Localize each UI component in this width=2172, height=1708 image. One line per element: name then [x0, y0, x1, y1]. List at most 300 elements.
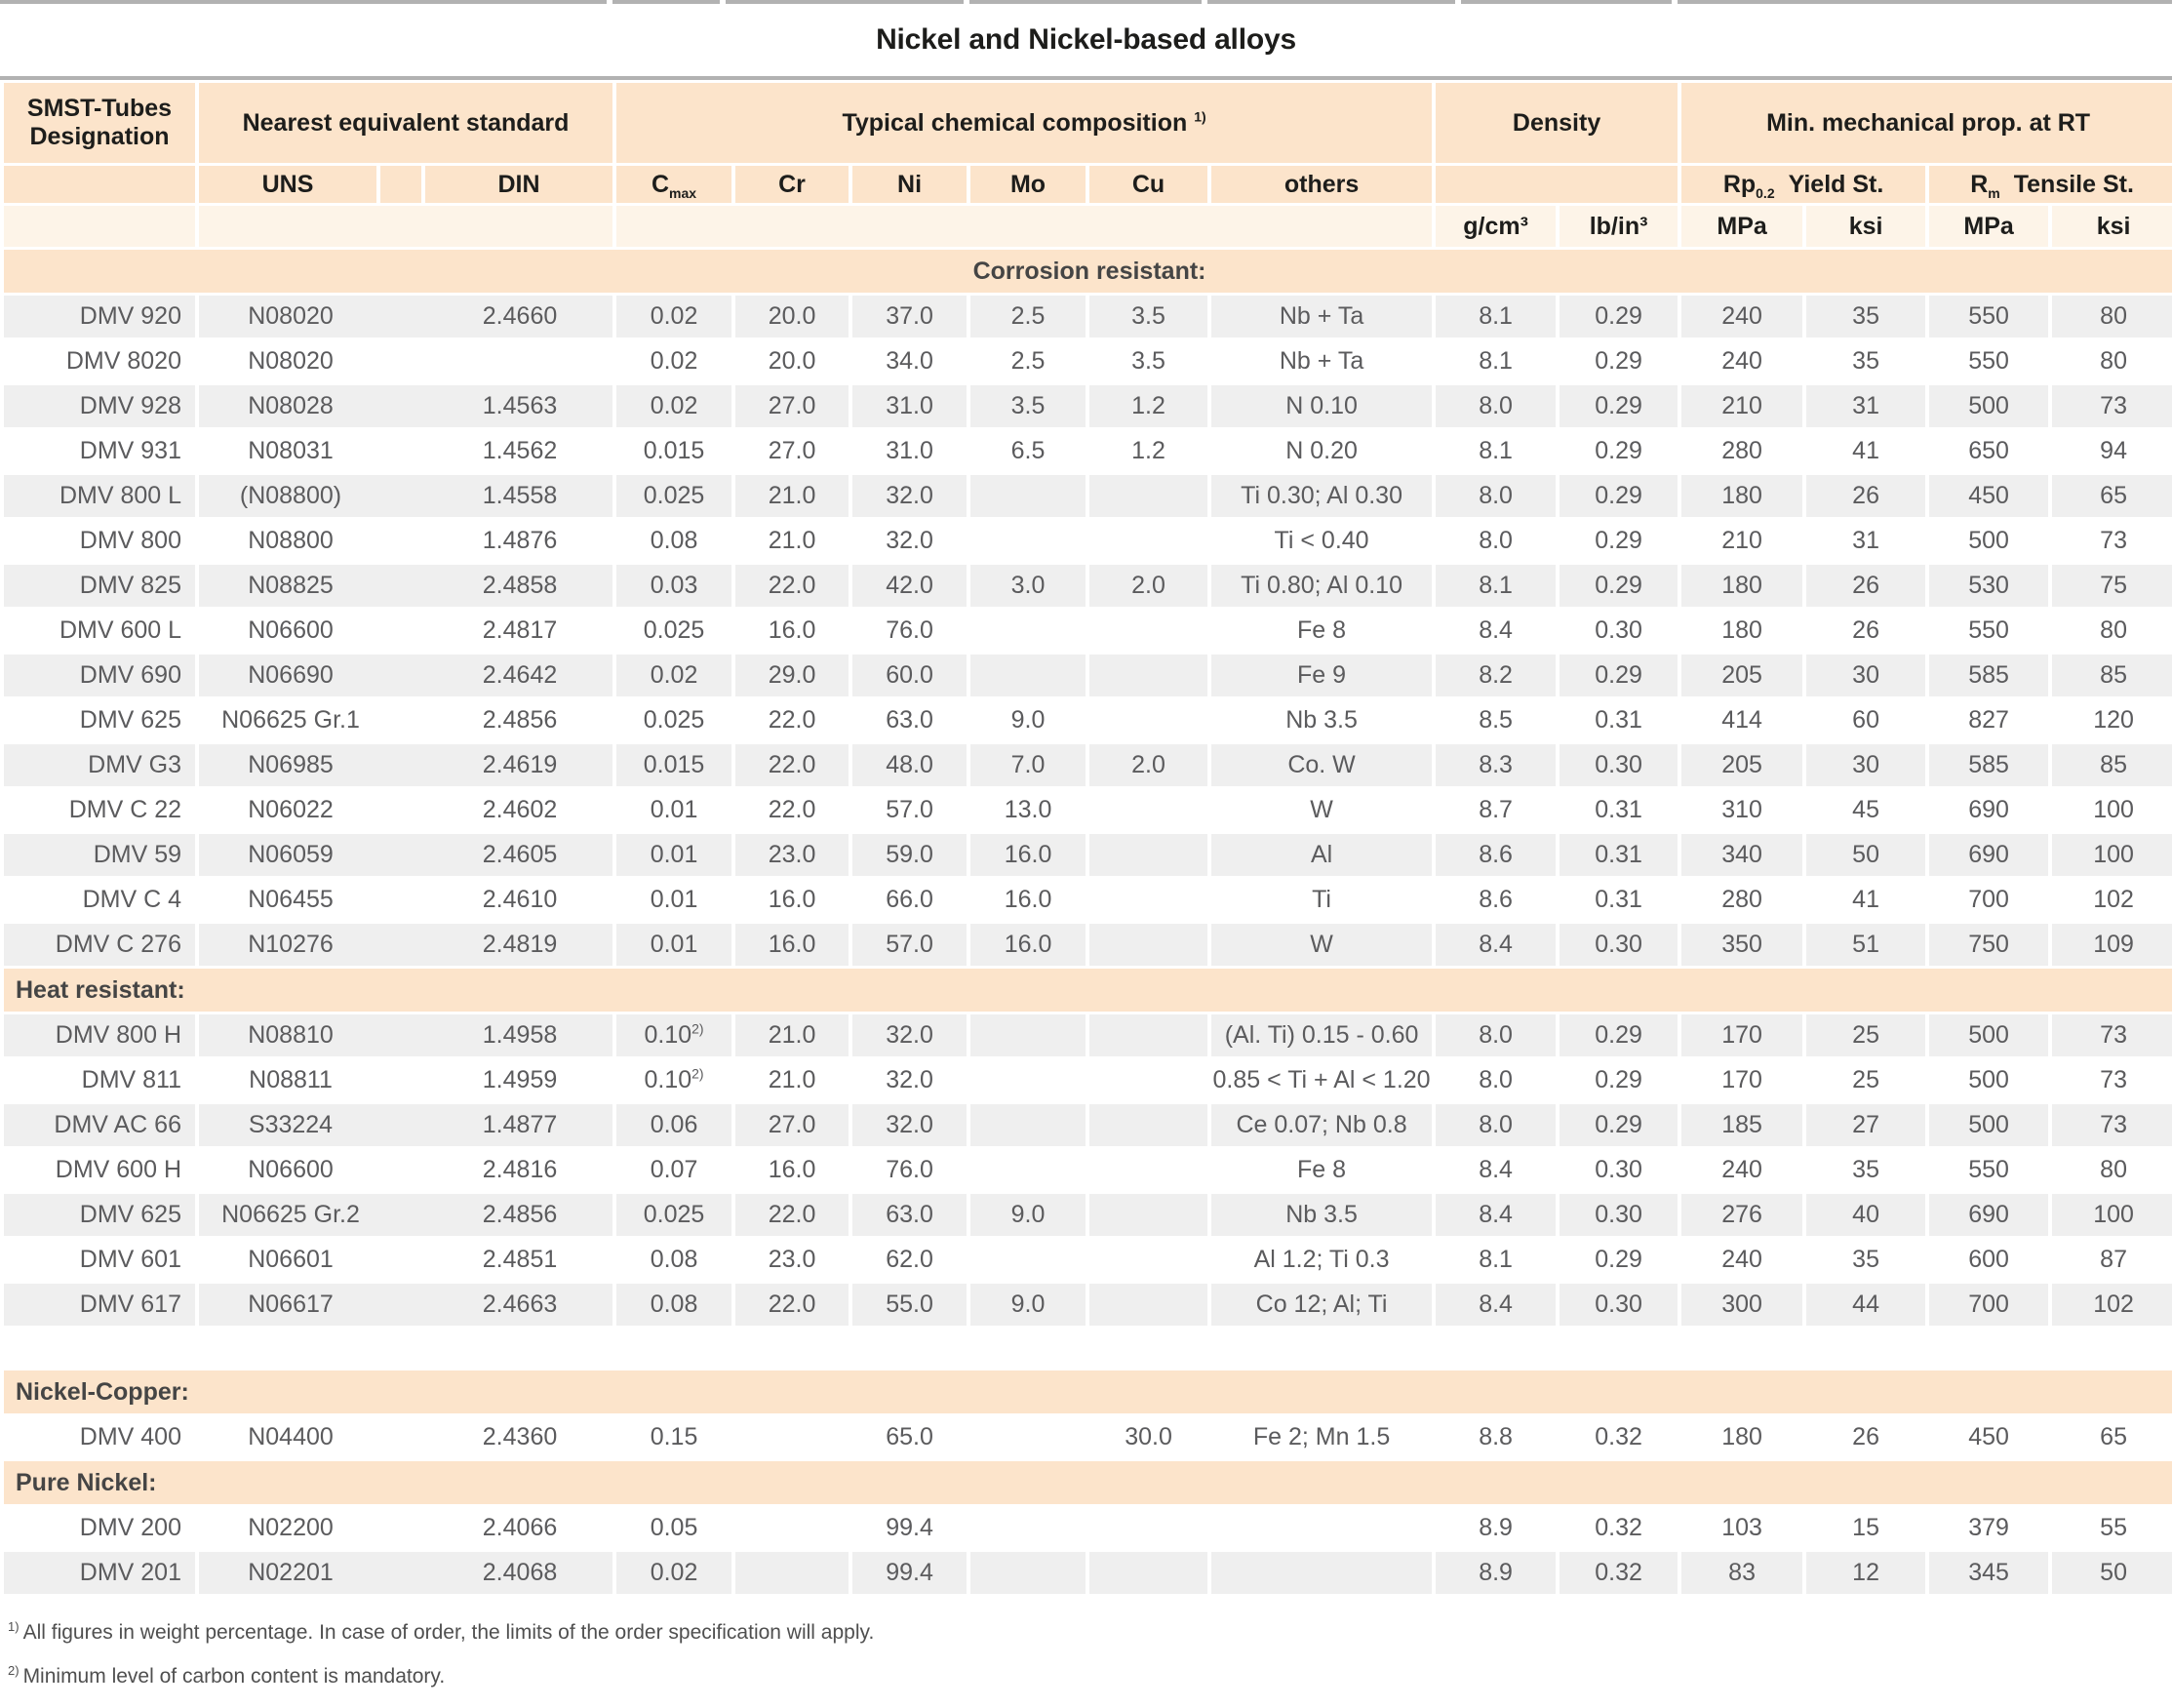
cell-uns: N06600 [248, 1156, 334, 1183]
cell-cr: 22.0 [768, 706, 816, 734]
cell-cr: 20.0 [768, 347, 816, 375]
cell-designation: DMV 59 [4, 834, 195, 876]
cell-cr: 21.0 [768, 1066, 816, 1093]
col-header-mechanical-properties: Min. mechanical prop. at RT [1681, 83, 2172, 163]
cell-yield-ksi: 35 [1852, 347, 1879, 375]
cell-others: Al 1.2; Ti 0.3 [1253, 1246, 1390, 1273]
cell-uns: N06625 Gr.2 [221, 1201, 360, 1228]
cell-others: Al [1211, 834, 1432, 876]
cell-mo: 7.0 [970, 744, 1086, 786]
cell-din: 2.4660 [482, 302, 558, 330]
cell-density-imperial: 0.32 [1560, 1552, 1678, 1594]
cell-mo [970, 1507, 1086, 1549]
cell-uns-din [199, 1194, 612, 1236]
cell-density-metric: 8.0 [1436, 1104, 1556, 1146]
cell-cu [1089, 924, 1207, 966]
cell-uns: N06059 [248, 841, 334, 868]
cell-yield-ksi: 26 [1806, 565, 1925, 607]
uns-din-wrap [199, 796, 612, 824]
cell-ni: 32.0 [852, 1014, 967, 1056]
cell-c-max: 0.015 [616, 744, 731, 786]
section-label: Pure Nickel: [4, 1461, 2172, 1504]
cell-cu [1089, 1104, 1207, 1146]
cell-yield-ksi: 50 [1806, 834, 1925, 876]
cell-uns-din [199, 340, 612, 382]
cell-others: Fe 8 [1297, 1156, 1347, 1183]
cell-density-imperial: 0.30 [1595, 1156, 1642, 1183]
cell-yield-ksi: 35 [1806, 296, 1925, 338]
table-row [4, 430, 2172, 472]
uns-din-wrap [199, 1021, 612, 1050]
cell-c-max: 0.07 [650, 1156, 698, 1183]
cell-tensile-ksi: 109 [2052, 924, 2172, 966]
cell-mo: 9.0 [1010, 706, 1046, 734]
section-row [4, 250, 2172, 293]
footnote-2-text: Minimum level of carbon content is mandatory. [22, 1665, 446, 1688]
cell-yield-ksi: 44 [1806, 1284, 1925, 1326]
cell-mo: 3.0 [970, 565, 1086, 607]
cell-tensile-mpa: 600 [1968, 1246, 2009, 1273]
cell-uns-din [199, 1552, 612, 1594]
table-row [4, 1552, 2172, 1594]
cell-yield-mpa: 170 [1721, 1066, 1762, 1093]
section-label: Heat resistant: [4, 969, 2172, 1012]
cell-yield-ksi: 45 [1852, 796, 1879, 823]
cell-uns: N08800 [248, 527, 334, 554]
col-header-din: DIN [425, 166, 612, 203]
cell-cu [1089, 834, 1207, 876]
cell-din: 2.4619 [482, 751, 558, 778]
cell-uns: N08825 [248, 572, 334, 599]
cell-yield-mpa: 205 [1681, 655, 1802, 696]
rm-label: R [1970, 170, 1989, 198]
col-header-uns: UNS [199, 166, 376, 203]
cell-yield-ksi: 51 [1806, 924, 1925, 966]
cell-c-max: 0.02 [616, 296, 731, 338]
cell-c-max: 0.08 [616, 1284, 731, 1326]
cell-tensile-mpa: 345 [1929, 1552, 2048, 1594]
cell-c-max: 0.01 [650, 796, 698, 823]
cell-tensile-mpa: 500 [1968, 527, 2009, 554]
cell-density-metric: 8.1 [1479, 437, 1513, 464]
uns-din-wrap [199, 392, 612, 420]
cell-tensile-mpa: 550 [1968, 1156, 2009, 1183]
cell-c-max: 0.01 [616, 834, 731, 876]
cell-uns: (N08800) [239, 482, 342, 509]
cell-tensile-ksi: 94 [2100, 437, 2127, 464]
cell-din: 2.4066 [482, 1514, 558, 1541]
cell-yield-mpa: 240 [1721, 347, 1762, 375]
uns-din-wrap [199, 661, 612, 690]
uns-din-wrap [199, 931, 612, 959]
cell-tensile-mpa: 585 [1929, 655, 2048, 696]
table-row [4, 520, 2172, 562]
table-row [4, 385, 2172, 427]
cell-uns-din [199, 655, 612, 696]
cell-cu: 3.5 [1089, 296, 1207, 338]
cell-mo [970, 1416, 1086, 1458]
cell-cu: 1.2 [1089, 385, 1207, 427]
cell-uns: N06985 [248, 751, 334, 778]
cell-tensile-ksi: 73 [2100, 1066, 2127, 1093]
c-header-subscript: max [669, 184, 697, 201]
units-standard-empty [199, 206, 612, 247]
chem-header-label: Typical chemical composition [842, 108, 1188, 137]
cell-yield-ksi: 60 [1852, 706, 1879, 734]
cell-mo [970, 655, 1086, 696]
cell-mo [970, 1104, 1086, 1146]
uns-din-wrap [199, 437, 612, 465]
chem-header-footnote-mark: 1) [1194, 108, 1206, 125]
header-sub-row [4, 166, 2172, 203]
cell-tensile-mpa: 750 [1929, 924, 2048, 966]
cell-yield-mpa: 280 [1721, 886, 1762, 913]
cell-yield-ksi: 31 [1806, 385, 1925, 427]
uns-din-wrap [199, 482, 612, 510]
cell-c-max: 0.02 [616, 655, 731, 696]
cell-tensile-ksi: 80 [2052, 296, 2172, 338]
cell-mo [970, 610, 1086, 652]
cell-designation: DMV 811 [81, 1066, 181, 1093]
cell-mo [970, 520, 1086, 562]
cell-uns-din [199, 430, 612, 472]
cell-c-max: 0.10$^{2)}$ [616, 1014, 731, 1056]
cell-designation: DMV AC 66 [4, 1104, 195, 1146]
c-header-label: C [651, 170, 670, 198]
cell-tensile-ksi: 87 [2100, 1246, 2127, 1273]
cell-designation: DMV 400 [79, 1423, 181, 1450]
cell-uns-din [199, 699, 612, 741]
cell-others [1211, 1507, 1432, 1549]
cell-cr: 22.0 [735, 744, 849, 786]
cell-tensile-ksi: 65 [2052, 475, 2172, 517]
cell-cu [1089, 879, 1207, 921]
cell-yield-ksi: 41 [1852, 886, 1879, 913]
cell-din: 2.4602 [482, 796, 558, 823]
cell-tensile-ksi: 73 [2052, 1104, 2172, 1146]
table-row [4, 789, 2172, 831]
cell-din: 1.4563 [482, 392, 558, 419]
cell-density-imperial: 0.29 [1560, 385, 1678, 427]
cell-mo: 9.0 [970, 1284, 1086, 1326]
cell-cr: 16.0 [735, 924, 849, 966]
cell-density-imperial: 0.30 [1560, 924, 1678, 966]
cell-density-imperial: 0.31 [1595, 796, 1642, 823]
cell-din: 2.4858 [482, 572, 558, 599]
cell-tensile-ksi: 102 [2093, 886, 2134, 913]
cell-uns: S33224 [248, 1111, 334, 1138]
cell-tensile-mpa: 500 [1929, 1104, 2048, 1146]
cell-din: 1.4958 [482, 1021, 558, 1049]
uns-din-wrap [199, 1559, 612, 1587]
cell-cr: 16.0 [768, 616, 816, 644]
table-row [4, 1059, 2172, 1101]
cell-tensile-mpa: 690 [1929, 834, 2048, 876]
table-row [4, 655, 2172, 696]
col-header-chemical-composition [616, 83, 1432, 163]
cell-yield-ksi: 35 [1852, 1246, 1879, 1273]
cell-mo [970, 475, 1086, 517]
cell-uns: N06690 [248, 661, 334, 689]
cell-din: 2.4642 [482, 661, 558, 689]
cell-density-metric: 8.8 [1479, 1423, 1513, 1450]
alloy-table-body [4, 250, 2172, 1594]
spacer-row-cell [4, 1329, 2172, 1368]
cell-cr: 27.0 [735, 1104, 849, 1146]
cell-tensile-ksi: 55 [2100, 1514, 2127, 1541]
cell-din: 1.4876 [482, 527, 558, 554]
cell-uns-din [199, 565, 612, 607]
cell-uns: N08020 [248, 302, 334, 330]
cell-others: N 0.10 [1211, 385, 1432, 427]
cell-uns-din [199, 789, 612, 831]
cell-uns-din [199, 924, 612, 966]
cell-mo: 9.0 [970, 1194, 1086, 1236]
cell-ni: 76.0 [886, 616, 933, 644]
cell-yield-ksi: 26 [1852, 616, 1879, 644]
table-row [4, 1104, 2172, 1146]
cell-yield-ksi: 31 [1852, 527, 1879, 554]
cell-ni: 32.0 [852, 475, 967, 517]
cell-uns: N08028 [248, 392, 334, 419]
cell-c-max: 0.02 [650, 347, 698, 375]
cell-yield-mpa: 310 [1721, 796, 1762, 823]
cell-din: 1.4558 [482, 482, 558, 509]
cell-mo: 2.5 [970, 296, 1086, 338]
cell-mo: 13.0 [1004, 796, 1052, 823]
cell-density-imperial: 0.29 [1595, 1246, 1642, 1273]
cell-designation: DMV C 276 [4, 924, 195, 966]
cell-din: 2.4851 [482, 1246, 558, 1273]
footnote-1 [8, 1620, 2172, 1645]
section-label: Corrosion resistant: [4, 250, 2172, 293]
cell-c-max: 0.025 [643, 706, 705, 734]
cell-cu [1089, 610, 1207, 652]
rp-subscript: 0.2 [1756, 184, 1775, 201]
cell-density-imperial: 0.32 [1595, 1514, 1642, 1541]
cell-ni: 55.0 [852, 1284, 967, 1326]
cell-others: Nb 3.5 [1285, 706, 1358, 734]
table-row [4, 744, 2172, 786]
cell-density-imperial: 0.29 [1560, 296, 1678, 338]
cell-uns-din [199, 1104, 612, 1146]
cell-uns-din [199, 1149, 612, 1191]
cell-cr: 21.0 [735, 1014, 849, 1056]
cell-c-max: 0.03 [616, 565, 731, 607]
cell-ni: 57.0 [886, 796, 933, 823]
cell-density-imperial: 0.29 [1595, 1066, 1642, 1093]
cell-cr: 22.0 [735, 1194, 849, 1236]
cell-others: Ti 0.30; Al 0.30 [1211, 475, 1432, 517]
cell-yield-ksi: 25 [1852, 1066, 1879, 1093]
cell-c-max: 0.025 [616, 1194, 731, 1236]
section-row [4, 1461, 2172, 1504]
cell-cu [1089, 1194, 1207, 1236]
cell-tensile-ksi: 73 [2052, 385, 2172, 427]
cell-yield-ksi: 30 [1806, 655, 1925, 696]
table-row [4, 475, 2172, 517]
cell-density-imperial: 0.29 [1560, 655, 1678, 696]
cell-c-max: 0.15 [650, 1423, 698, 1450]
col-header-c-max [616, 166, 731, 203]
cell-tensile-ksi: 102 [2052, 1284, 2172, 1326]
cell-density-imperial: 0.29 [1560, 1104, 1678, 1146]
footnote-2 [8, 1664, 2172, 1688]
cell-tensile-mpa: 550 [1968, 347, 2009, 375]
cell-density-metric: 8.4 [1479, 616, 1513, 644]
cell-cu: 30.0 [1125, 1423, 1172, 1450]
table-row [4, 1239, 2172, 1281]
cell-din: 2.4817 [482, 616, 558, 644]
cell-mo: 16.0 [970, 924, 1086, 966]
cell-others: Ti < 0.40 [1274, 527, 1369, 554]
cell-density-metric: 8.7 [1479, 796, 1513, 823]
cell-din: 2.4605 [482, 841, 558, 868]
cell-tensile-ksi: 120 [2093, 706, 2134, 734]
cell-mo: 6.5 [1010, 437, 1046, 464]
cell-yield-ksi: 27 [1806, 1104, 1925, 1146]
cell-din: 2.4816 [482, 1156, 558, 1183]
col-header-mo: Mo [970, 166, 1086, 203]
cell-ni: 37.0 [852, 296, 967, 338]
col-header-yield-strength [1681, 166, 1925, 203]
cell-uns: N02200 [248, 1514, 334, 1541]
cell-density-imperial: 0.31 [1595, 886, 1642, 913]
tensile-st-label: Tensile St. [2013, 170, 2134, 198]
cell-c-max: 0.06 [616, 1104, 731, 1146]
unit-tensile-mpa: MPa [1929, 206, 2048, 247]
cell-tensile-mpa: 550 [1968, 616, 2009, 644]
cell-uns: N06601 [248, 1246, 334, 1273]
cell-din: 1.4877 [482, 1111, 558, 1138]
cell-uns: N06625 Gr.1 [221, 706, 360, 734]
cell-tensile-ksi: 50 [2052, 1552, 2172, 1594]
cell-density-imperial: 0.30 [1560, 744, 1678, 786]
table-row [4, 1284, 2172, 1326]
uns-din-wrap [199, 886, 612, 914]
cell-uns-din [199, 879, 612, 921]
cell-designation: DMV C 4 [82, 886, 181, 913]
col-header-cu: Cu [1089, 166, 1207, 203]
cell-ni: 34.0 [886, 347, 933, 375]
cell-ni: 32.0 [852, 1104, 967, 1146]
unit-tensile-ksi: ksi [2052, 206, 2172, 247]
cell-uns-din [199, 296, 612, 338]
table-row [4, 699, 2172, 741]
cell-yield-mpa: 185 [1681, 1104, 1802, 1146]
table-row [4, 834, 2172, 876]
cell-ni: 65.0 [886, 1423, 933, 1450]
cell-cr: 22.0 [735, 565, 849, 607]
cell-others: Ti [1312, 886, 1331, 913]
uns-din-wrap [199, 1291, 612, 1319]
table-row [4, 879, 2172, 921]
cell-density-imperial: 0.29 [1560, 475, 1678, 517]
subheader-spacer [380, 166, 421, 203]
cell-designation: DMV C 22 [68, 796, 181, 823]
cell-yield-mpa: 280 [1721, 437, 1762, 464]
cell-ni: 99.4 [886, 1514, 933, 1541]
uns-din-wrap [199, 841, 612, 869]
cell-uns-din [199, 1239, 612, 1281]
cell-uns: N06600 [248, 616, 334, 644]
cell-designation: DMV 800 H [4, 1014, 195, 1056]
cell-others: Co. W [1211, 744, 1432, 786]
cell-designation: DMV 8020 [65, 347, 181, 375]
col-header-cr: Cr [735, 166, 849, 203]
cell-ni: 62.0 [886, 1246, 933, 1273]
cell-cr: 22.0 [768, 796, 816, 823]
cell-yield-ksi: 41 [1852, 437, 1879, 464]
cell-density-metric: 8.4 [1436, 1284, 1556, 1326]
cell-c-max: 0.08 [650, 527, 698, 554]
cell-mo: 16.0 [970, 834, 1086, 876]
cell-designation: DMV 920 [4, 296, 195, 338]
cell-din: 2.4856 [482, 706, 558, 734]
table-row [4, 924, 2172, 966]
cell-cr: 23.0 [768, 1246, 816, 1273]
cell-others: Co 12; Al; Ti [1211, 1284, 1432, 1326]
cell-density-imperial: 0.29 [1595, 347, 1642, 375]
cell-yield-ksi: 30 [1806, 744, 1925, 786]
rm-subscript: m [1988, 184, 2000, 201]
cell-tensile-mpa: 450 [1968, 1423, 2009, 1450]
cell-density-metric: 8.3 [1436, 744, 1556, 786]
cell-others: Nb 3.5 [1211, 1194, 1432, 1236]
cell-density-metric: 8.4 [1436, 924, 1556, 966]
cell-tensile-ksi: 75 [2052, 565, 2172, 607]
yield-st-label: Yield St. [1788, 170, 1884, 198]
cell-density-imperial: 0.32 [1595, 1423, 1642, 1450]
col-header-others: others [1211, 166, 1432, 203]
col-header-ni: Ni [852, 166, 967, 203]
cell-uns-din [199, 1284, 612, 1326]
cell-cr: 16.0 [768, 886, 816, 913]
cell-density-metric: 8.6 [1479, 886, 1513, 913]
footnotes [0, 1597, 2172, 1688]
cell-yield-ksi: 25 [1806, 1014, 1925, 1056]
cell-tensile-ksi: 100 [2052, 834, 2172, 876]
cell-density-metric: 8.2 [1436, 655, 1556, 696]
cell-uns-din [199, 1059, 612, 1101]
cell-din: 2.4819 [482, 931, 558, 958]
uns-din-wrap [199, 1156, 612, 1184]
cell-designation: DMV 931 [79, 437, 181, 464]
cell-cr [735, 1416, 849, 1458]
unit-density-metric: g/cm³ [1436, 206, 1556, 247]
cell-density-metric: 8.9 [1436, 1552, 1556, 1594]
cell-designation: DMV 201 [4, 1552, 195, 1594]
cell-yield-mpa: 83 [1681, 1552, 1802, 1594]
cell-density-metric: 8.1 [1479, 1246, 1513, 1273]
cell-uns-din [199, 1014, 612, 1056]
cell-yield-mpa: 180 [1681, 565, 1802, 607]
cell-tensile-mpa: 550 [1929, 296, 2048, 338]
cell-ni: 57.0 [852, 924, 967, 966]
cell-tensile-ksi: 100 [2052, 1194, 2172, 1236]
cell-density-metric: 8.0 [1479, 1066, 1513, 1093]
table-row [4, 565, 2172, 607]
cell-yield-mpa: 210 [1721, 527, 1762, 554]
cell-cr [735, 1552, 849, 1594]
cell-cu [1089, 699, 1207, 741]
cell-din: 2.4610 [482, 886, 558, 913]
cell-density-metric: 8.6 [1436, 834, 1556, 876]
cell-cu [1089, 1552, 1207, 1594]
cell-tensile-ksi: 85 [2052, 655, 2172, 696]
cell-density-metric: 8.1 [1479, 347, 1513, 375]
cell-tensile-ksi: 80 [2100, 347, 2127, 375]
